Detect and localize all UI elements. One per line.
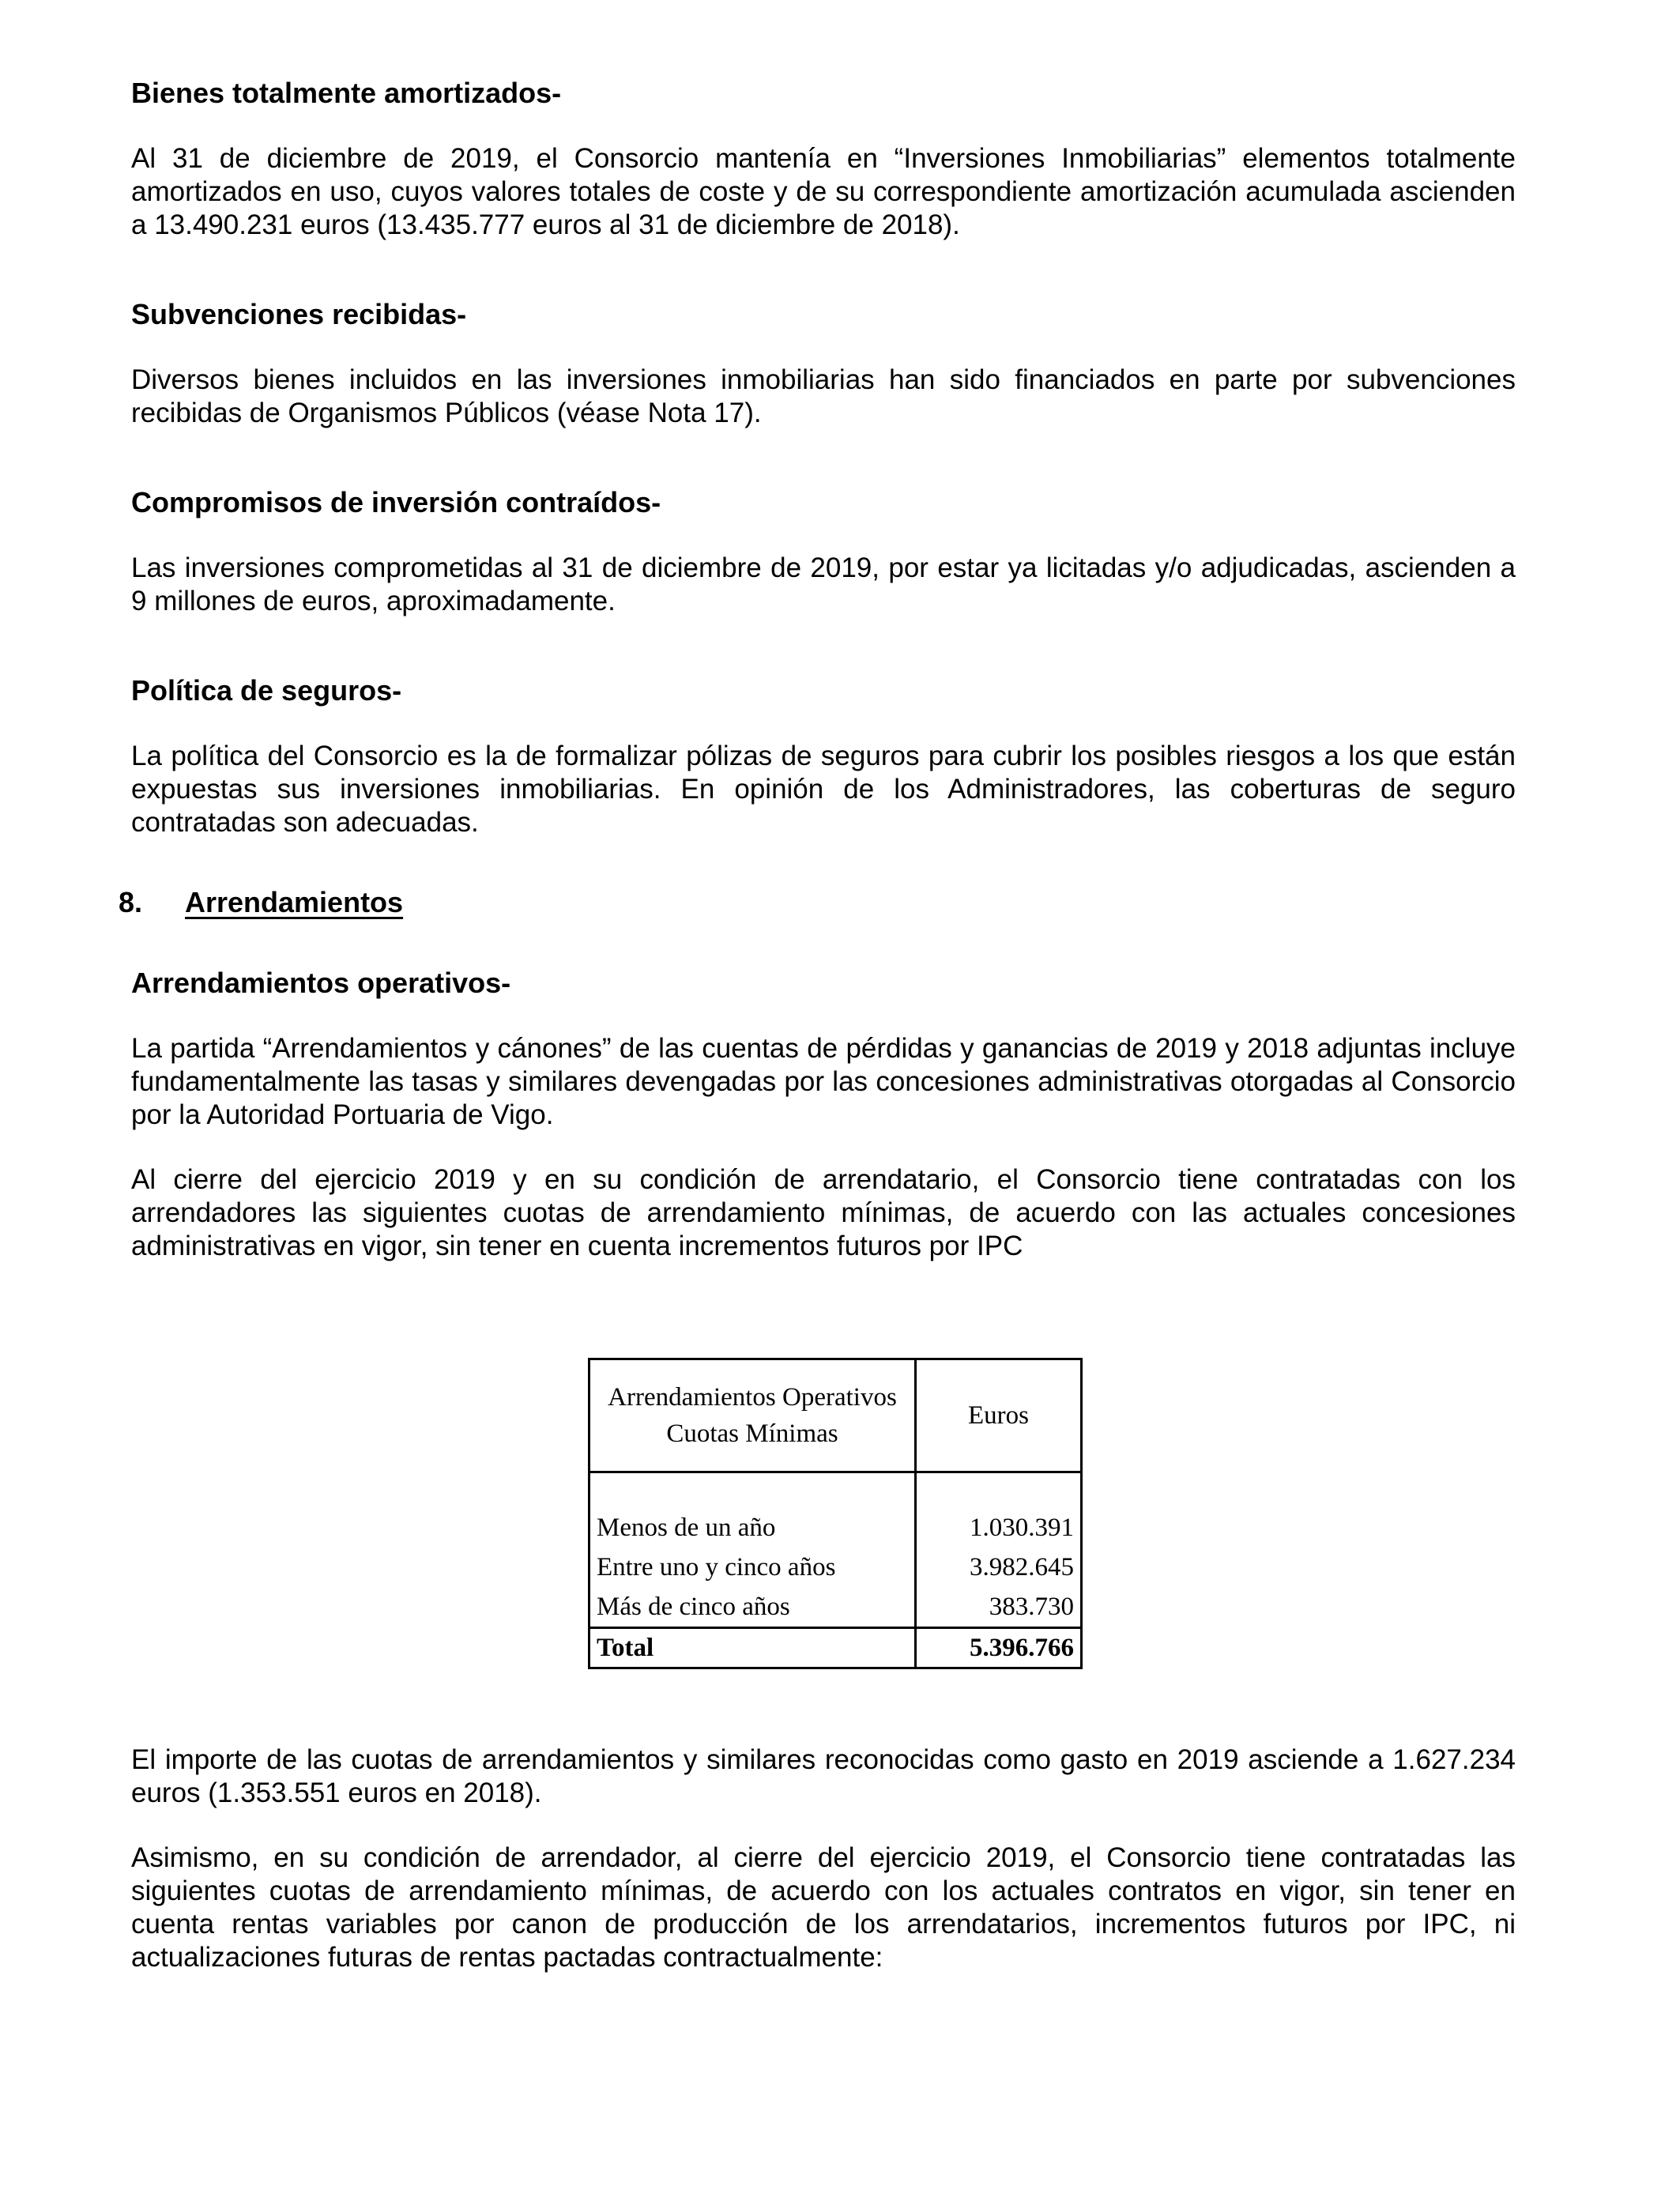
- paragraph-arrendamientos-1: La partida “Arrendamientos y cánones” de las cuentas de pérdidas y ganancias de 2019 y 2018 adjuntas incluye fundamentalmente las tasas y similares devengadas por las concesiones administrativas otorgadas al Consorcio por la Autoridad Portuaria de Vigo.: [131, 1033, 1516, 1130]
- table-header-line2: Cuotas Mínimas: [666, 1419, 838, 1448]
- table-header-line1: Arrendamientos Operativos: [608, 1383, 897, 1412]
- heading-bienes: Bienes totalmente amortizados-: [131, 77, 562, 109]
- document-page: [119, 76, 1516, 1263]
- table-row-label: Menos de un año: [590, 1508, 916, 1547]
- paragraph-arrendamientos-2: Al cierre del ejercicio 2019 y en su condición de arrendatario, el Consorcio tiene contratadas con los arrendadores las siguientes cuotas de arrendamiento mínimas, de acuerdo con las actuales concesiones administrativas en vigor, sin tener en cuenta incrementos futuros por IPC: [131, 1164, 1516, 1261]
- paragraph-compromisos: Las inversiones comprometidas al 31 de diciembre de 2019, por estar ya licitadas y/o adjudicadas, ascienden a 9 millones de euros, aproximadamente.: [131, 552, 1516, 616]
- minimum-lease-payments-table: [588, 1358, 1083, 1669]
- table-total-label: Total: [590, 1628, 916, 1668]
- paragraph-arrendamientos-4: Asimismo, en su condición de arrendador, al cierre del ejercicio 2019, el Consorcio tiene contratadas las siguientes cuotas de arrendamiento mínimas, de acuerdo con los actuales contratos en vigor, sin tener en cuenta rentas variables por canon de producción de los arrendatarios, incrementos futuros por IPC, ni actualizaciones futuras de rentas pactadas contractualmente:: [131, 1842, 1516, 1973]
- table-row-value: 3.982.645: [916, 1547, 1082, 1587]
- table-header-concept: [590, 1359, 916, 1472]
- table-row-value: 1.030.391: [916, 1508, 1082, 1547]
- paragraph-bienes: Al 31 de diciembre de 2019, el Consorcio mantenía en “Inversiones Inmobiliarias” elementos totalmente amortizados en uso, cuyos valores totales de coste y de su correspondiente amortización acumulada ascienden a 13.490.231 euros (13.435.777 euros al 31 de diciembre de 2018).: [131, 143, 1516, 240]
- table-total-value: 5.396.766: [916, 1628, 1082, 1668]
- heading-seguros: Política de seguros-: [131, 674, 402, 707]
- document-page-lower: [131, 1744, 1516, 1974]
- table-row-label: Entre uno y cinco años: [590, 1547, 916, 1587]
- table-header-euros: Euros: [916, 1359, 1082, 1472]
- table-row: [590, 1508, 1082, 1547]
- table-row: [590, 1547, 1082, 1587]
- table-row-value: 383.730: [916, 1587, 1082, 1628]
- section-title-text: Arrendamientos: [185, 886, 404, 918]
- section-number: 8.: [119, 886, 143, 918]
- paragraph-seguros: La política del Consorcio es la de formalizar pólizas de seguros para cubrir los posibles riesgos a los que están expuestas sus inversiones inmobiliarias. En opinión de los Administradores, las coberturas de seguro contratadas son adecuadas.: [131, 741, 1516, 838]
- heading-arrendamientos-operativos: Arrendamientos operativos-: [131, 967, 511, 999]
- table-row-label: Más de cinco años: [590, 1587, 916, 1628]
- paragraph-arrendamientos-3: El importe de las cuotas de arrendamientos y similares reconocidas como gasto en 2019 asciende a 1.627.234 euros (1.353.551 euros en 2018).: [131, 1744, 1516, 1808]
- table-total-row: [590, 1628, 1082, 1668]
- heading-compromisos: Compromisos de inversión contraídos-: [131, 486, 661, 518]
- table-header-row: [590, 1359, 1082, 1472]
- section-title-arrendamientos: [119, 885, 1516, 920]
- heading-subvenciones: Subvenciones recibidas-: [131, 298, 467, 330]
- paragraph-subvenciones: Diversos bienes incluidos en las inversiones inmobiliarias han sido financiados en parte por subvenciones recibidas de Organismos Públicos (véase Nota 17).: [131, 364, 1516, 428]
- table-row: [590, 1587, 1082, 1628]
